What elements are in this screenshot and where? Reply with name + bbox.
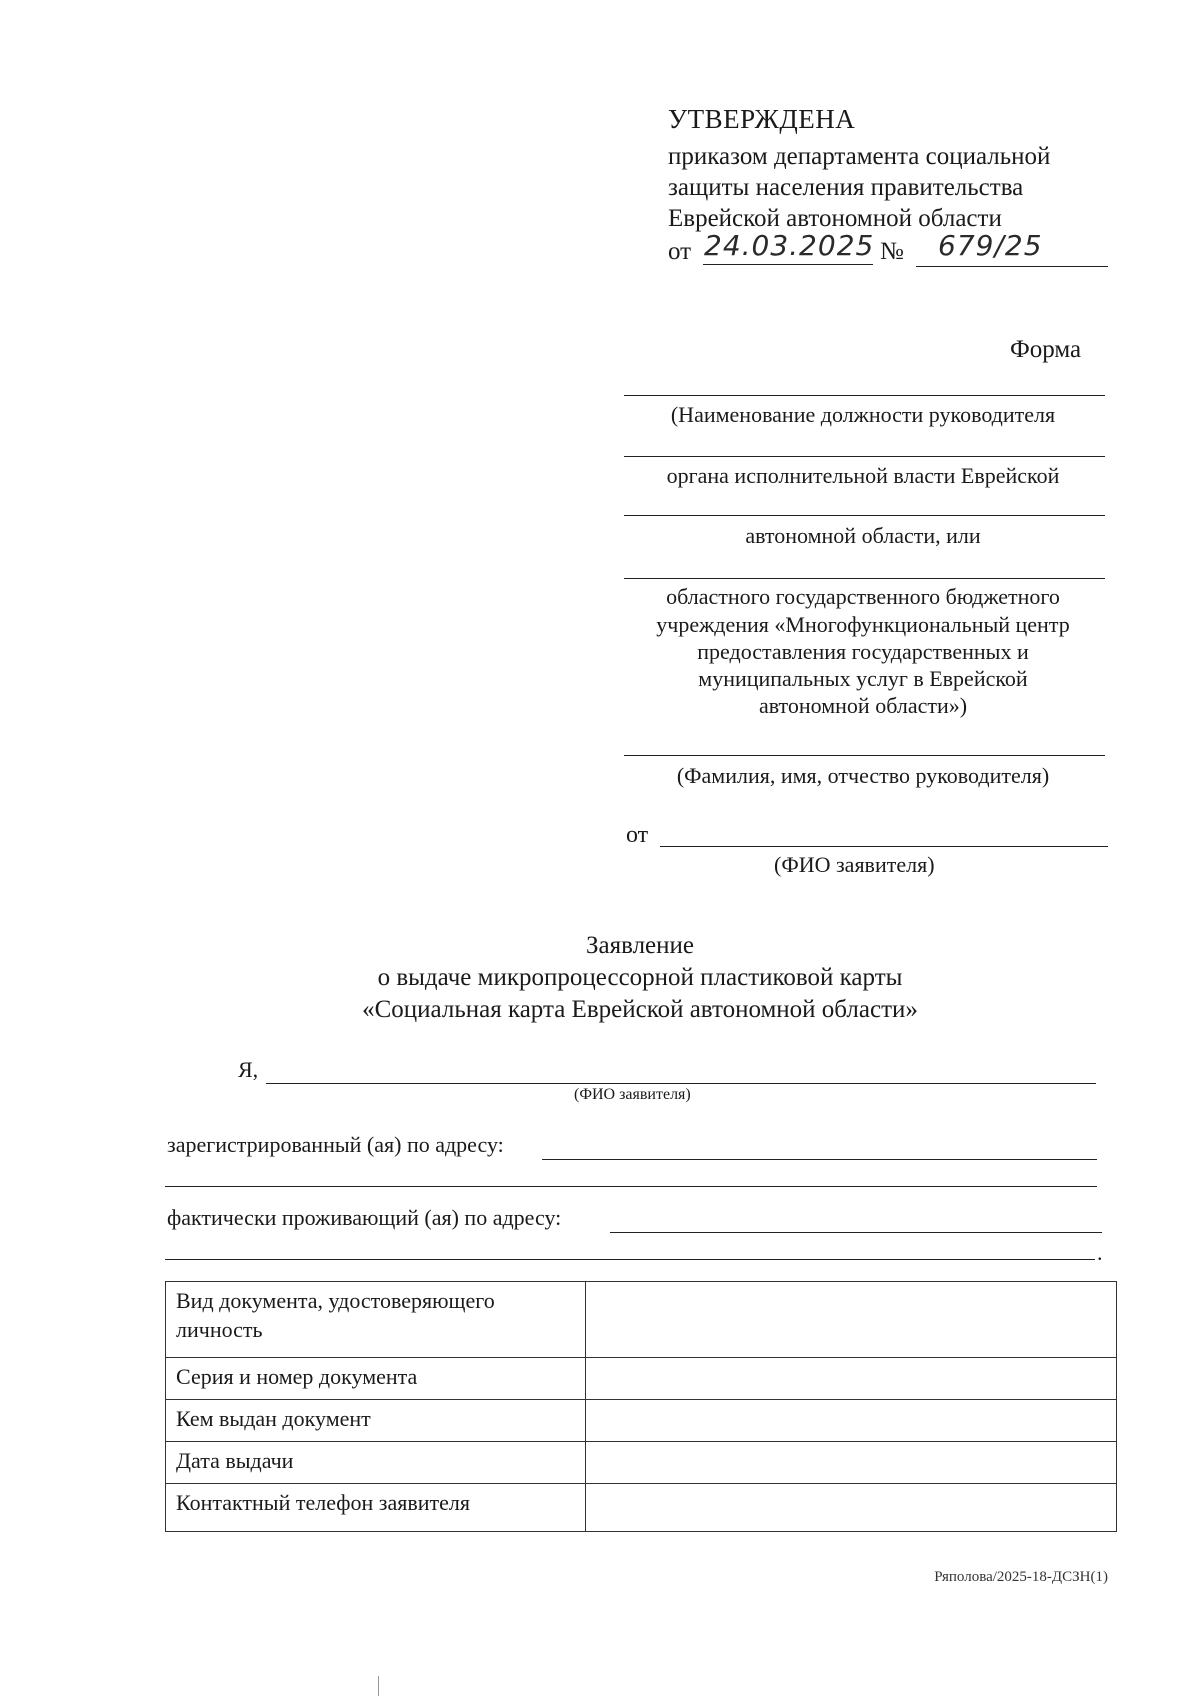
actual-address-end-dot: . (1097, 1240, 1103, 1265)
applicant-name-label: (ФИО заявителя) (774, 852, 935, 877)
approval-number-handwritten: 679/25 (938, 229, 1043, 262)
approval-line-1: приказом департамента социальной (668, 143, 1051, 170)
table-row (166, 1442, 1117, 1484)
table-row (166, 1282, 1117, 1358)
addressee-line-2[interactable] (624, 456, 1105, 457)
addressee-position-label: (Наименование должности руководителя (670, 402, 1056, 427)
table-row-value-field[interactable] (586, 1484, 1117, 1532)
table-row-label: Контактный телефон заявителя (166, 1484, 586, 1532)
approval-title: УТВЕРЖДЕНА (668, 104, 856, 134)
actual-address-line-1[interactable] (610, 1232, 1102, 1233)
i-prefix: Я, (238, 1057, 259, 1082)
addressee-mfc-label-3: предоставления государственных и (697, 639, 1029, 664)
addressee-line-1[interactable] (624, 395, 1105, 396)
addressee-head-name-label: (Фамилия, имя, отчество руководителя) (676, 763, 1050, 788)
approval-number-prefix: № (880, 238, 904, 265)
approval-line-3: Еврейской автономной области (668, 205, 1002, 232)
table-row-value-field[interactable] (586, 1442, 1117, 1484)
addressee-line-3[interactable] (624, 515, 1105, 516)
table-row-value-field[interactable] (586, 1282, 1117, 1358)
statement-subtitle-2: «Социальная карта Еврейской автономной области» (362, 996, 918, 1023)
table-row-value-field[interactable] (586, 1400, 1117, 1442)
applicant-from-prefix: от (626, 822, 649, 848)
document-footer-code: Ряполова/2025-18-ДСЗН(1) (934, 1569, 1108, 1585)
addressee-region-label: автономной области, или (745, 523, 981, 548)
table-row (166, 1358, 1117, 1400)
i-name-label: (ФИО заявителя) (574, 1086, 691, 1103)
table-row-label: Кем выдан документ (166, 1400, 586, 1442)
addressee-mfc-label-1: областного государственного бюджетного (666, 584, 1060, 609)
applicant-name-line[interactable] (660, 846, 1108, 847)
table-row (166, 1484, 1117, 1532)
table-row-label: Дата выдачи (166, 1442, 586, 1484)
approval-date-prefix: от (668, 238, 692, 265)
document-table (165, 1281, 1117, 1532)
form-label: Форма (1010, 336, 1082, 363)
approval-date-handwritten: 24.03.2025 (704, 229, 875, 262)
registered-address-line-2[interactable] (165, 1186, 1097, 1187)
table-row-label: Вид документа, удостоверяющего личность (166, 1282, 586, 1358)
actual-address-line-2[interactable] (165, 1259, 1095, 1260)
actual-address-label: фактически проживающий (ая) по адресу: (167, 1205, 562, 1230)
approval-line-2: защиты населения правительства (668, 174, 1024, 201)
addressee-mfc-label-5: автономной области») (758, 693, 968, 718)
addressee-mfc-label-2: учреждения «Многофункциональный центр (656, 612, 1070, 637)
statement-title: Заявление (585, 932, 695, 959)
addressee-line-4[interactable] (624, 578, 1105, 579)
registered-address-line-1[interactable] (542, 1159, 1097, 1160)
table-row-value-field[interactable] (586, 1358, 1117, 1400)
table-row-label: Серия и номер документа (166, 1358, 586, 1400)
registered-address-label: зарегистрированный (ая) по адресу: (167, 1132, 504, 1157)
approval-date-underline (703, 264, 873, 265)
scan-edge-mark (378, 1676, 379, 1696)
addressee-mfc-label-4: муниципальных услуг в Еврейской (698, 666, 1028, 691)
table-row (166, 1400, 1117, 1442)
addressee-head-name-line[interactable] (624, 755, 1105, 756)
approval-number-underline (916, 266, 1108, 267)
addressee-org-label: органа исполнительной власти Еврейской (666, 463, 1060, 488)
i-name-line[interactable] (266, 1083, 1096, 1084)
statement-subtitle-1: о выдаче микропроцессорной пластиковой карты (377, 964, 903, 991)
